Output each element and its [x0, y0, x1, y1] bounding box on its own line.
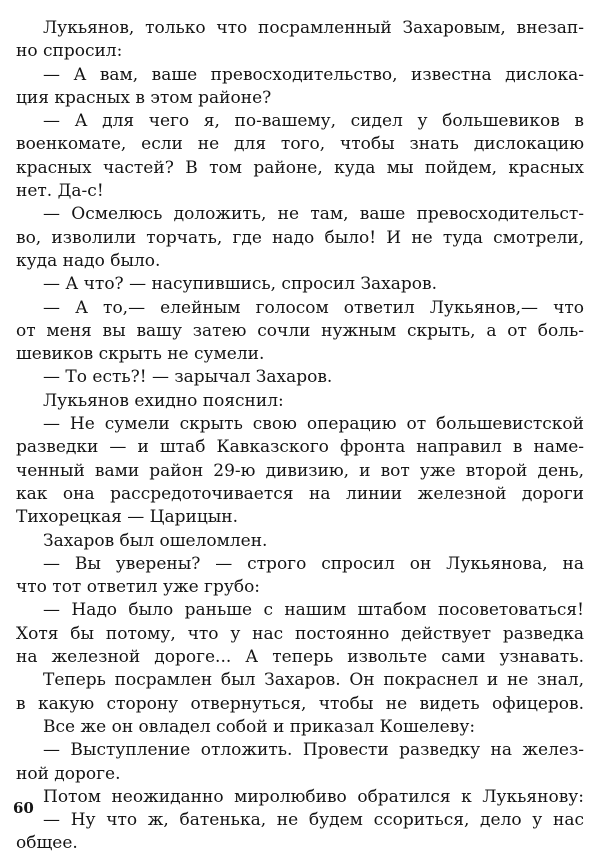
text-line: Захаров был ошеломлен.	[43, 530, 268, 551]
text-line: красных частей? В том районе, куда мы пойдем, красных	[16, 157, 584, 178]
text-line: Все же он овладел собой и приказал Кошелеву:	[43, 716, 476, 737]
text-line: — А вам, ваше превосходительство, известна дислока-	[43, 64, 584, 85]
text-line: — Не сумели скрыть свою операцию от большевистской	[43, 414, 584, 435]
text-line: — Ну что ж, батенька, не будем ссориться, дело у нас	[43, 810, 584, 831]
text-line: — Вы уверены? — строго спросил он Лукьянова, на	[43, 553, 584, 574]
text-line: Потом неожиданно миролюбиво обратился к Лукьянову:	[43, 786, 584, 807]
text-line: шевиков скрыть не сумели.	[16, 344, 265, 365]
text-line: на железной дороге... А теперь извольте сами узнавать.	[16, 647, 584, 668]
text-line: во, изволили торчать, где надо было! И не туда смотрели,	[16, 227, 584, 248]
text-line: — Выступление отложить. Провести разведку на желез-	[43, 740, 584, 761]
body-text	[16, 17, 584, 856]
text-line: — А то,— елейным голосом ответил Лукьянов,— что	[43, 297, 584, 318]
text-line: Тихорецкая — Царицын.	[16, 507, 239, 528]
text-line: куда надо было.	[16, 250, 161, 271]
text-line: военкомате, если не для того, чтобы знать дислокацию	[16, 134, 584, 155]
text-line: Хотя бы потому, что у нас постоянно действует разведка	[16, 623, 584, 644]
text-line: ченный вами район 29-ю дивизию, и вот уже второй день,	[16, 460, 584, 481]
text-line: ция красных в этом районе?	[16, 87, 272, 108]
page-number: 60	[13, 799, 34, 817]
text-line: — А что? — насупившись, спросил Захаров.	[43, 274, 437, 295]
text-line: но спросил:	[16, 41, 123, 62]
text-line: — А для чего я, по-вашему, сидел у большевиков в	[43, 111, 584, 132]
text-line: Лукьянов ехидно пояснил:	[43, 390, 284, 411]
text-line: в какую сторону отвернуться, чтобы не видеть офицеров.	[16, 693, 584, 714]
text-line: — Осмелюсь доложить, не там, ваше превосходительст-	[43, 204, 584, 225]
text-line: — Надо было раньше с нашим штабом посоветоваться!	[43, 600, 584, 621]
text-line: разведки — и штаб Кавказского фронта направил в наме-	[16, 437, 584, 458]
text-line: как она рассредоточивается на линии железной дороги	[16, 483, 584, 504]
text-line: ной дороге.	[16, 763, 121, 784]
text-line: Лукьянов, только что посрамленный Захаровым, внезап-	[43, 18, 584, 38]
text-line: — То есть?! — зарычал Захаров.	[43, 367, 333, 388]
text-line: от меня вы вашу затею сочли нужным скрыть, а от боль-	[16, 320, 584, 341]
text-line: что тот ответил уже грубо:	[16, 577, 261, 598]
text-line: нет. Да-с!	[16, 181, 104, 202]
text-line: Теперь посрамлен был Захаров. Он покраснел и не знал,	[43, 670, 584, 691]
text-line: общее.	[16, 833, 78, 854]
